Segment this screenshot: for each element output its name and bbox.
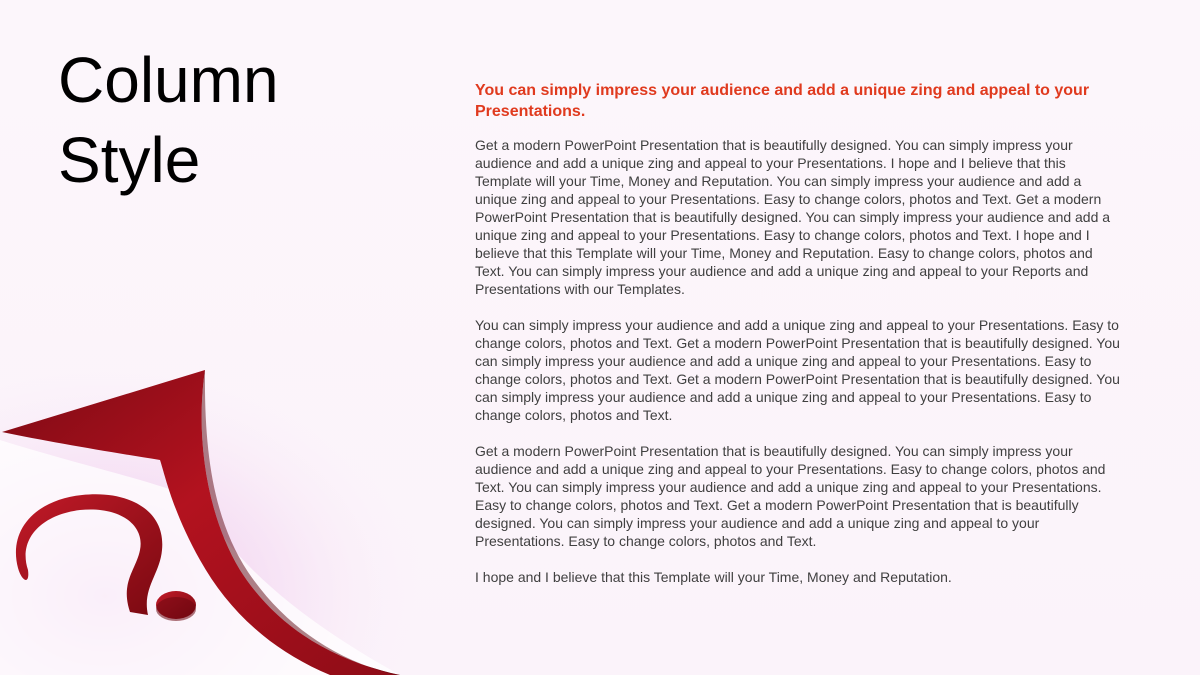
paragraph-3: Get a modern PowerPoint Presentation that is beautifully designed. You can simply impress your audience and add a unique zing and appeal to your Presentations. Easy to change colors, photos and Text. You can simply impress your audience and add a unique zing and appeal to your Presentations. Easy to change colors, photos and Text. Get a modern PowerPoint Presentation that is beautifully designed. You can simply impress your audience and add a unique zing and appeal to your Presentations. Easy to change colors, photos and Text. (475, 443, 1106, 549)
question-mark-illustration (0, 360, 420, 675)
title-line-2: Style (58, 124, 201, 196)
headline: You can simply impress your audience and add a unique zing and appeal to your Presentations. (475, 82, 1090, 120)
text-column (475, 80, 1120, 604)
paragraph-4: I hope and I believe that this Template will your Time, Money and Reputation. (475, 569, 952, 585)
paragraph-2: You can simply impress your audience and add a unique zing and appeal to your Presentations. Easy to change colors, photos and Text. Get a modern PowerPoint Presentation that is beautifully designed. You can simply impress your audience and add a unique zing and appeal to your Presentations. Easy to change colors, photos and Text. Get a modern PowerPoint Presentation that is beautifully designed. You can simply impress your audience and add a unique zing and appeal to your Presentations. Easy to change colors, photos and Text. (475, 317, 1120, 423)
question-mark-dot-shadow (156, 597, 196, 621)
paragraph-1: Get a modern PowerPoint Presentation that is beautifully designed. You can simply impress your audience and add a unique zing and appeal to your Presentations. I hope and I believe that this Template will your Time, Money and Reputation. You can simply impress your audience and add a unique zing and appeal to your Presentations. Easy to change colors, photos and Text. Get a modern PowerPoint Presentation that is beautifully designed. You can simply impress your audience and add a unique zing and appeal to your Presentations. Easy to change colors, photos and Text. I hope and I believe that this Template will your Time, Money and Reputation. Easy to change colors, photos and Text. You can simply impress your audience and add a unique zing and appeal to your Reports and Presentations with our Templates. (475, 137, 1111, 297)
title-line-1: Column (58, 44, 279, 116)
slide-title (58, 40, 378, 200)
